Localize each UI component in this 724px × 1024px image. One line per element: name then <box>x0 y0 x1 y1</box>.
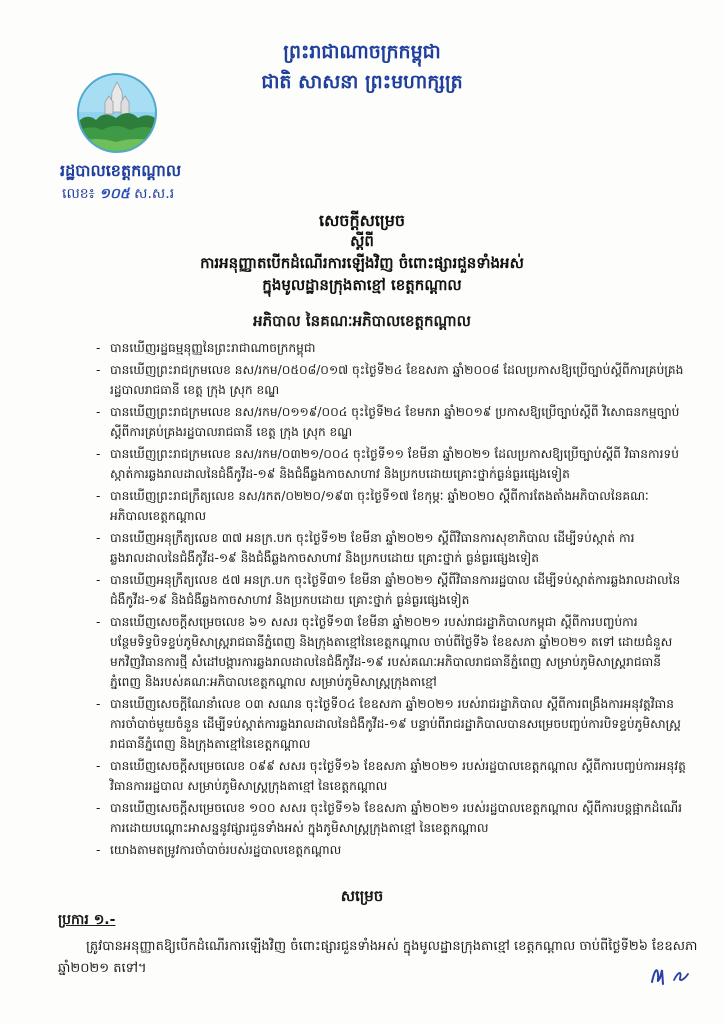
recital-item: - បានឃើញសេចក្តីណែនាំលេខ ០៣ សណន ចុះថ្ងៃទី០៤ ខែឧសភា ឆ្នាំ២០២១ របស់រាជរដ្ឋាភិបាល ស្តីពីការពង្រឹងការអនុវត្តវិធានការចាំបាច់មួយចំនួន ដើម្បីទប់ស្កាត់ការឆ្លងរាលដាលនៃជំងឺកូវីដ-១៩ បន្ទាប់ពីរាជរដ្ឋាភិបាលបានសម្រេចបញ្ចប់ការបិទខ្ទប់ភូមិសាស្ត្ររាជធានីភ្នំពេញ និងក្រុងតាខ្មៅនៃខេត្តកណ្ដាល <box>96 694 686 754</box>
article-body: ត្រូវបានអនុញ្ញាតឱ្យបើកដំណើរការឡើងវិញ ចំពោះផ្សារជួនទាំងអស់ ក្នុងមូលដ្ឋានក្រុងតាខ្មៅ ខេត្តកណ្ដាល ចាប់ពីថ្ងៃទី២៦ ខែឧសភា ឆ្នាំ២០២១ តទៅ។ <box>58 939 698 976</box>
reference-value: ១០៥ <box>99 186 130 202</box>
recital-item: - យោងតាមតម្រូវការចាំបាច់របស់រដ្ឋបាលខេត្តកណ្ដាល <box>96 840 686 860</box>
reference-label: លេខ៖ <box>62 186 95 202</box>
national-motto: ជាតិ សាសនា ព្រះមហាក្សត្រ <box>261 71 463 93</box>
recital-item: - បានឃើញព្រះរាជក្រមលេខ នស/រកម/០៥០៨/០១៧ ចុះថ្ងៃទី២៤ ខែឧសភា ឆ្នាំ២០០៨ ដែលប្រកាសឱ្យប្រើច្បាប់ស្តីពីការគ្រប់គ្រងរដ្ឋបាលរាជធានី ខេត្ត ក្រុង ស្រុក ខណ្ឌ <box>96 360 686 400</box>
recital-item: - បានឃើញរដ្ឋធម្មនុញ្ញនៃព្រះរាជាណាចក្រកម្ពុជា <box>96 338 686 358</box>
handwritten-initials-icon <box>648 960 694 990</box>
recital-item: - បានឃើញសេចក្តីសម្រេចលេខ ៦១ សសរ ចុះថ្ងៃទី១៣ ខែមីនា ឆ្នាំ២០២១ របស់រាជរដ្ឋាភិបាលកម្ពុជា ស្តីពីការបញ្ចប់ការបន្ថែមទិទ្ធបិទខ្ទប់ភូមិសាស្ត្ររាជធានីភ្នំពេញ និងក្រុងតាខ្មៅនៃខេត្តកណ្ដាល ចាប់ពីថ្ងៃទី៦ ខែឧសភា ឆ្នាំ២០២១ តទៅ ដោយជំនួសមកវិញវិធានការថ្មី សំដៅបង្ការការឆ្លងរាលដាលនៃជំងឺកូវីដ-១៩ របស់គណៈអភិបាលរាជធានីភ្នំពេញ សម្រាប់ភូមិសាស្ត្ររាជធានីភ្នំពេញ និងរបស់គណៈអភិបាលខេត្តកណ្ដាល សម្រាប់ភូមិសាស្ត្រក្រុងតាខ្មៅ <box>96 612 686 692</box>
reference-suffix: ស.ស.រ <box>134 186 175 202</box>
document-title: សេចក្ដីសម្រេច <box>318 211 405 230</box>
recital-item: - បានឃើញសេចក្តីសម្រេចលេខ ០៩៩ សសរ ចុះថ្ងៃទី១៦ ខែឧសភា ឆ្នាំ២០២១ របស់រដ្ឋបាលខេត្តកណ្ដាល ស្តីពីការបញ្ចប់ការអនុវត្តវិធានការរដ្ឋបាល សម្រាប់ភូមិសាស្ត្រក្រុងតាខ្មៅ នៃខេត្តកណ្ដាល <box>96 756 686 796</box>
recital-item: - បានឃើញអនុក្រឹត្យលេខ ៥៧ អនក្រ.បក ចុះថ្ងៃទី៣១ ខែមីនា ឆ្នាំ២០២១ ស្តីពីវិធានការរដ្ឋបាល ដើម្បីទប់ស្កាត់ការឆ្លងរាលដាលនៃជំងឺកូវីដ-១៩ និងជំងឺឆ្លងកាចសាហាវ និងប្រកបដោយ គ្រោះថ្នាក់ ធ្ងន់ធ្ងរផ្សេងទៀត <box>96 570 686 610</box>
recital-item: - បានឃើញព្រះរាជក្រមលេខ នស/រកម/០៣២១/០០៤ ចុះថ្ងៃទី១១ ខែមីនា ឆ្នាំ២០២១ ដែលប្រកាសឱ្យប្រើច្បាប់ស្តីពី វិធានការទប់ស្កាត់ការឆ្លងរាលដាលនៃជំងឺកូវីដ-១៩ និងជំងឺឆ្លងកាចសាហាវ និងប្រកបដោយគ្រោះថ្នាក់ធ្ងន់ធ្ងរផ្សេងទៀត <box>96 444 686 484</box>
provincial-seal-icon <box>76 72 158 154</box>
reference-number <box>62 184 174 205</box>
title-subject-line-2: ក្នុងមូលដ្ឋានក្រុងតាខ្មៅ ខេត្តកណ្ដាល <box>262 276 462 294</box>
title-subject-line-1: ការអនុញ្ញាតបើកដំណើរការឡើងវិញ ចំពោះផ្សារជួនទាំងអស់ <box>200 254 524 272</box>
recital-item: - បានឃើញអនុក្រឹត្យលេខ ៣៧ អនក្រ.បក ចុះថ្ងៃទី១២ ខែមីនា ឆ្នាំ២០២១ ស្តីពីវិធានការសុខាភិបាល ដើម្បីទប់ស្កាត់ ការឆ្លងរាលដាលនៃជំងឺកូវីដ-១៩ និងជំងឺឆ្លងកាចសាហាវ និងប្រកបដោយ គ្រោះថ្នាក់ ធ្ងន់ធ្ងរផ្សេងទៀត <box>96 528 686 568</box>
kingdom-heading: ព្រះរាជាណាចក្រកម្ពុជា <box>283 41 441 63</box>
recitals-list <box>96 338 686 862</box>
issuing-administration: រដ្ឋបាលខេត្តកណ្ដាល <box>60 161 182 180</box>
title-subject-label: ស្ដីពី <box>350 232 374 250</box>
recital-item: - បានឃើញសេចក្តីសម្រេចលេខ ១០០ សសរ ចុះថ្ងៃទី១៦ ខែឧសភា ឆ្នាំ២០២១ របស់រដ្ឋបាលខេត្តកណ្ដាល ស្តីពីការបន្តផ្អាកដំណើរការដោយបណ្ដោះអាសន្ននូវផ្សារជួនទាំងអស់ ក្នុងភូមិសាស្ត្រក្រុងតាខ្មៅ នៃខេត្តកណ្ដាល <box>96 798 686 838</box>
article-label: ប្រការ ១.- <box>58 912 116 928</box>
recital-item: - បានឃើញព្រះរាជក្រឹត្យលេខ នស/រកត/០២២០/១៩៣ ចុះថ្ងៃទី១៧ ខែកុម្ភៈ ឆ្នាំ២០២០ ស្តីពីការតែងតាំងអភិបាលនៃគណៈអភិបាលខេត្តកណ្ដាល <box>96 486 686 526</box>
decision-heading: សម្រេច <box>340 887 384 905</box>
issuer-heading: អភិបាល នៃគណៈអភិបាលខេត្តកណ្ដាល <box>253 312 471 330</box>
recital-item: - បានឃើញព្រះរាជក្រមលេខ នស/រកម/០១១៩/០០៤ ចុះថ្ងៃទី២៤ ខែមករា ឆ្នាំ២០១៩ ប្រកាសឱ្យប្រើច្បាប់ស្តីពី វិសោធនកម្មច្បាប់ ស្តីពីការគ្រប់គ្រងរដ្ឋបាលរាជធានី ខេត្ត ក្រុង ស្រុក ខណ្ឌ <box>96 402 686 442</box>
